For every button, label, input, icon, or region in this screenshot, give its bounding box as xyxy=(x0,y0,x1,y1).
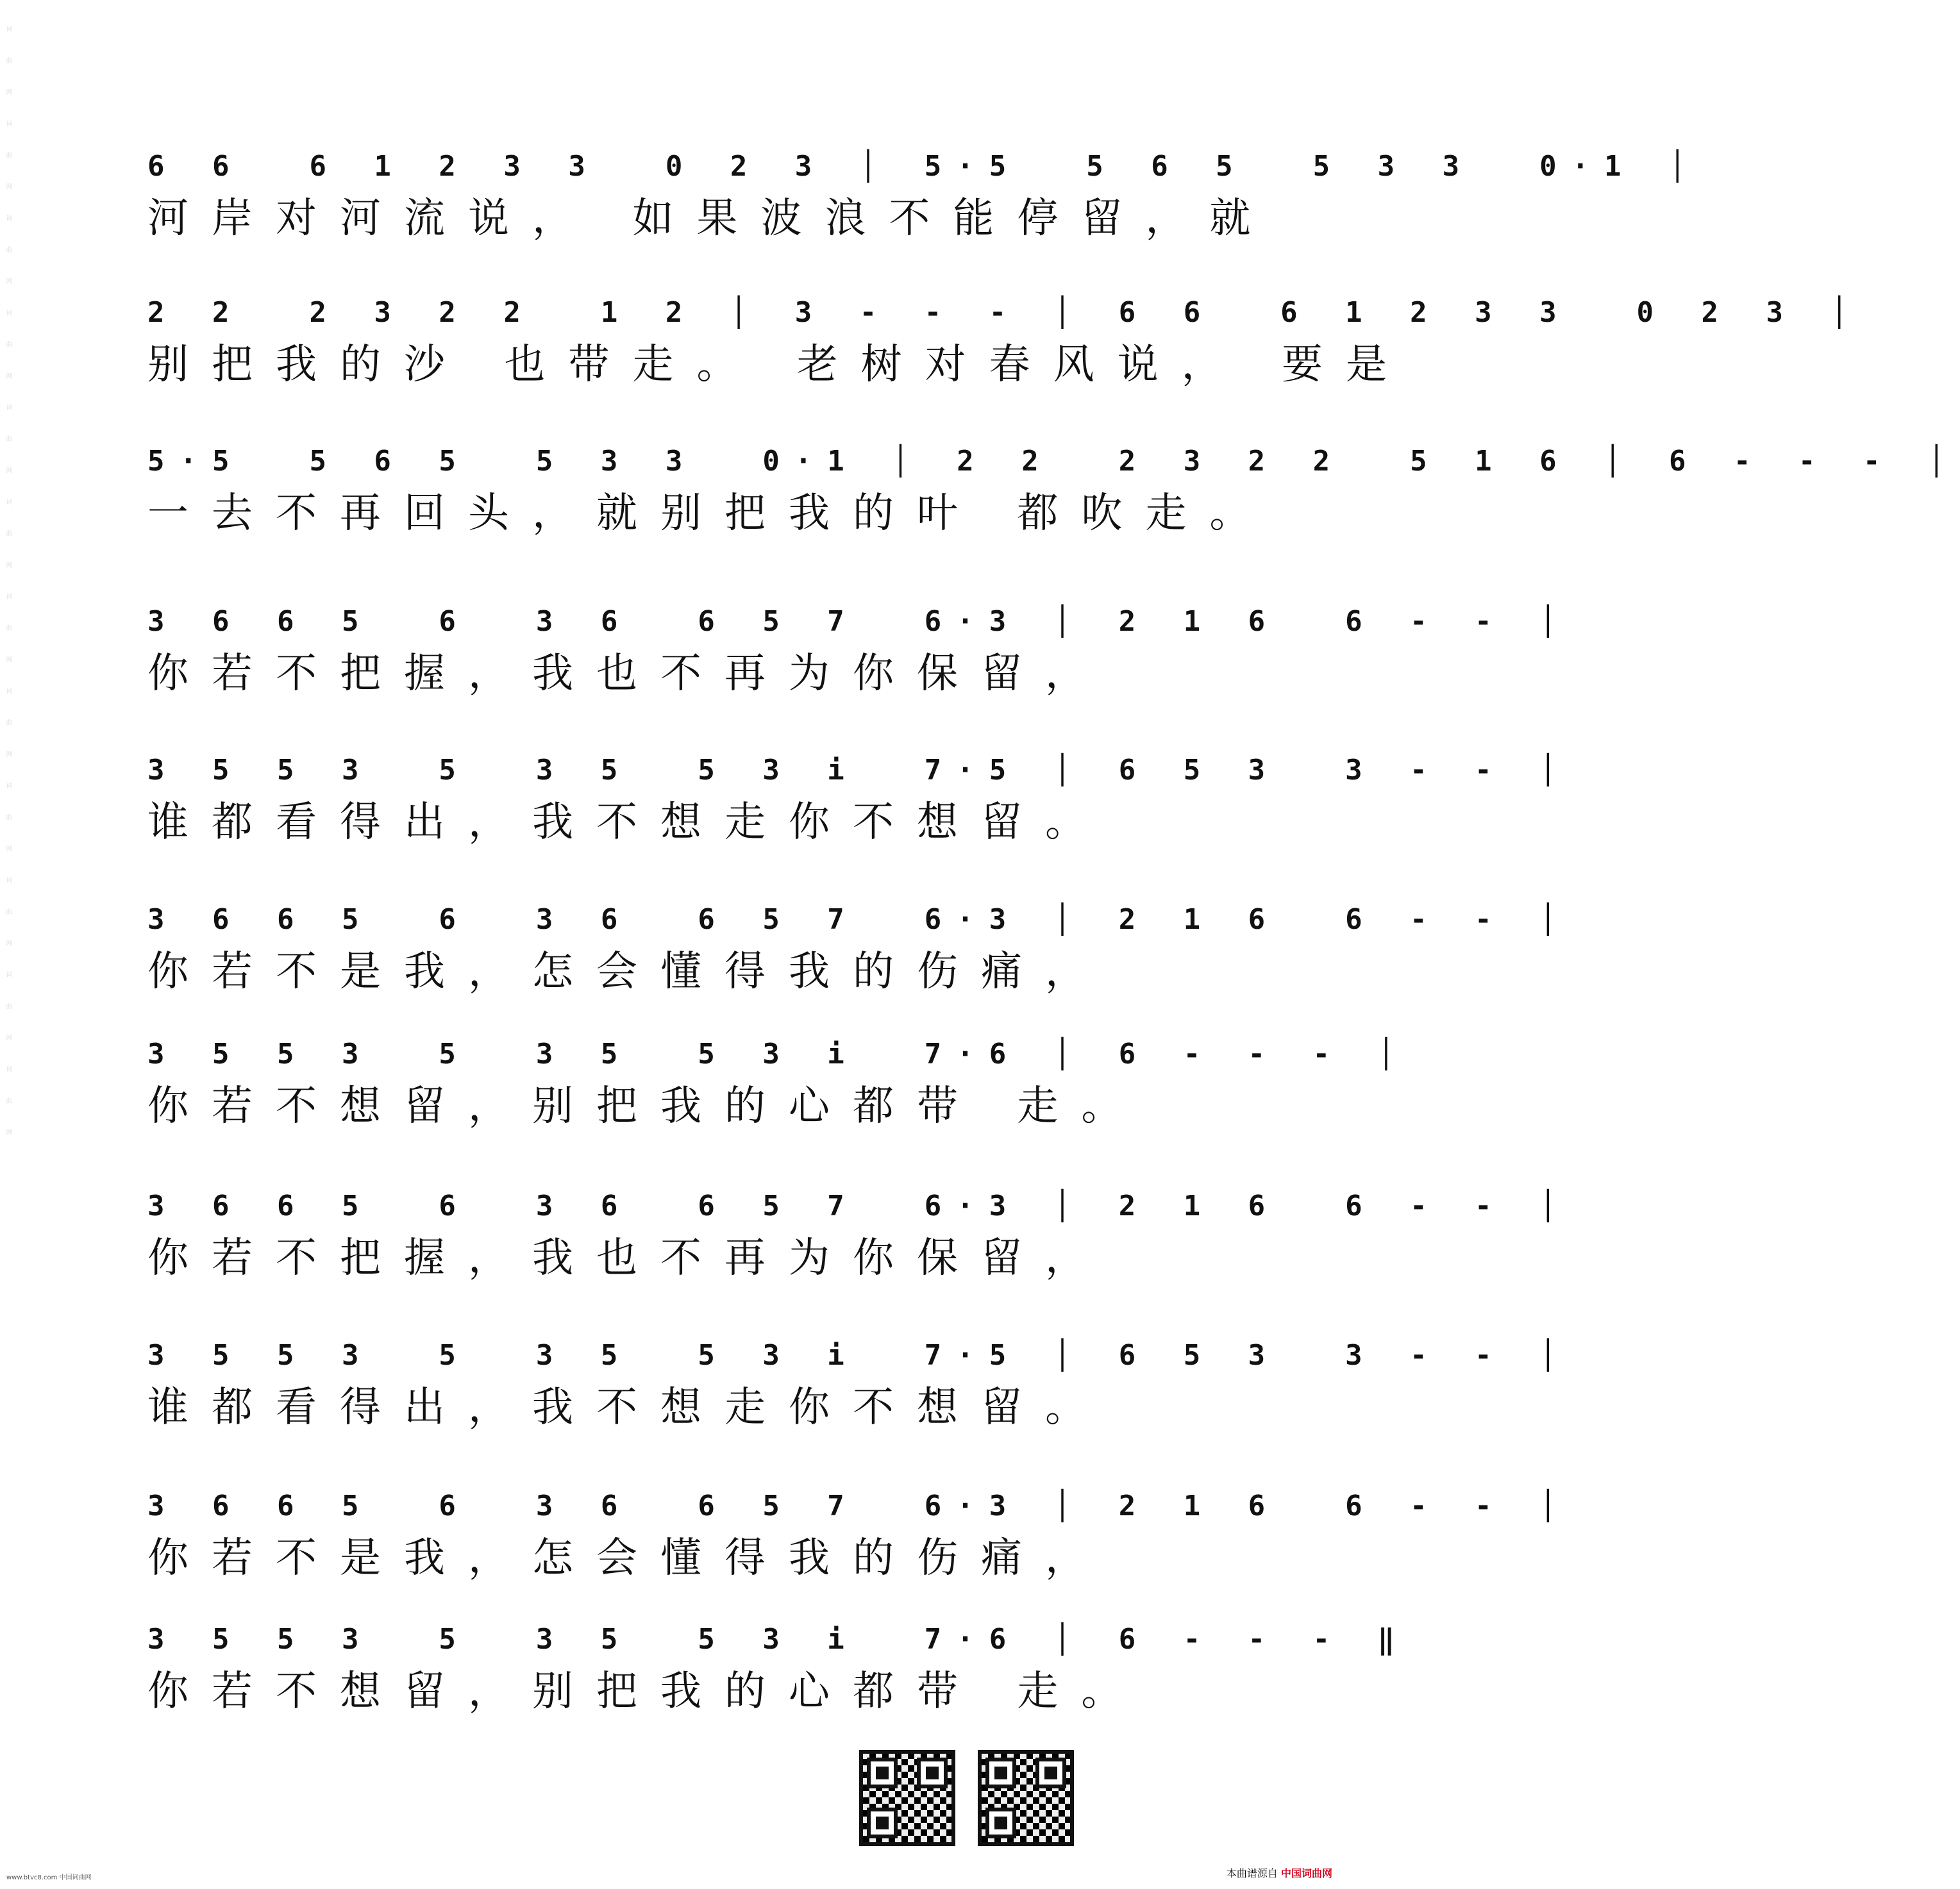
notation-row xyxy=(147,1187,1572,1226)
qr-finder xyxy=(985,1758,1016,1788)
qr-finder xyxy=(867,1758,898,1788)
score-line-3 xyxy=(147,442,1960,542)
notation-row xyxy=(147,1035,1411,1074)
score-line-2 xyxy=(147,294,1863,394)
notation-text: 3 6 6 5 6 3 6 6 5 7 6·3 │ 2 1 6 6 - - │ xyxy=(147,1190,1572,1222)
score-line-5 xyxy=(147,751,1572,851)
lyrics-row: 你若不想留，别把我的心都带 走。 xyxy=(147,1668,1146,1715)
score-line-8 xyxy=(147,1187,1572,1287)
lyrics-row: 你若不把握，我也不再为你保留， xyxy=(147,1235,1109,1282)
score-line-7 xyxy=(147,1035,1411,1135)
score-line-11 xyxy=(147,1620,1411,1720)
footer-site-url: www.btvc8.com 中国词曲网 xyxy=(6,1874,92,1881)
qr-finder xyxy=(1035,1758,1066,1788)
notation-text: 3 6 6 5 6 3 6 6 5 7 6·3 │ 2 1 6 6 - - │ xyxy=(147,605,1572,638)
score-line-1 xyxy=(147,147,1702,247)
score-line-4 xyxy=(147,603,1572,703)
notation-row xyxy=(147,1336,1572,1375)
score-line-9 xyxy=(147,1336,1572,1436)
notation-row xyxy=(147,1487,1572,1526)
footer-source xyxy=(1227,1865,1332,1880)
notation-row xyxy=(147,751,1572,790)
qr-finder xyxy=(917,1758,948,1788)
qr-code-left xyxy=(859,1750,955,1846)
notation-text: 6 6 6 1 2 3 3 0 2 3 │ 5·5 5 6 5 5 3 3 0·1 │ xyxy=(147,150,1702,183)
notation-text: 2 2 2 3 2 2 1 2 │ 3 - - - │ 6 6 6 1 2 3 3 0 2 3 │ xyxy=(147,296,1863,329)
score-line-6 xyxy=(147,901,1572,1001)
notation-text: 3 6 6 5 6 3 6 6 5 7 6·3 │ 2 1 6 6 - - │ xyxy=(147,903,1572,936)
notation-row xyxy=(147,603,1572,641)
lyrics-row: 谁都看得出，我不想走你不想留。 xyxy=(147,1384,1109,1431)
notation-text: 3 5 5 3 5 3 5 5 3 i 7·6 │ 6 - - - ‖ xyxy=(147,1623,1411,1656)
footer-source-prefix: 本曲谱源自 xyxy=(1226,1867,1278,1879)
lyrics-row: 别把我的沙 也带走。 老树对春风说， 要是 xyxy=(147,341,1411,388)
notation-row xyxy=(147,147,1702,186)
notation-text: 5·5 5 6 5 5 3 3 0·1 │ 2 2 2 3 2 2 5 1 6 │ 6 - - - │ xyxy=(147,445,1960,478)
notation-row xyxy=(147,1620,1411,1659)
lyrics-row: 河岸对河流说， 如果波浪不能停留，就 xyxy=(147,195,1274,242)
qr-finder xyxy=(985,1808,1016,1838)
notation-row xyxy=(147,442,1960,481)
notation-row xyxy=(147,294,1863,332)
side-watermark: 词 曲 网 词 曲 网 词 曲 网 词 曲 网 词 曲 网 词 曲 网 词 曲 网 词 曲 网 词 曲 网 词 曲 网 词 曲 网 词 曲 网 xyxy=(4,26,12,1147)
qr-finder xyxy=(867,1808,898,1838)
qr-code-right xyxy=(978,1750,1074,1846)
notation-text: 3 5 5 3 5 3 5 5 3 i 7·5 │ 6 5 3 3 - - │ xyxy=(147,754,1572,786)
lyrics-row: 你若不是我，怎会懂得我的伤痛， xyxy=(147,948,1109,995)
lyrics-row: 你若不是我，怎会懂得我的伤痛， xyxy=(147,1535,1109,1582)
lyrics-row: 你若不想留，别把我的心都带 走。 xyxy=(147,1083,1146,1130)
lyrics-row: 你若不把握，我也不再为你保留， xyxy=(147,650,1109,697)
score-line-10 xyxy=(147,1487,1572,1587)
footer-brand: 中国词曲网 xyxy=(1280,1867,1332,1879)
notation-text: 3 6 6 5 6 3 6 6 5 7 6·3 │ 2 1 6 6 - - │ xyxy=(147,1490,1572,1522)
notation-row xyxy=(147,901,1572,939)
lyrics-row: 一去不再回头，就别把我的叶 都吹走。 xyxy=(147,490,1274,537)
notation-text: 3 5 5 3 5 3 5 5 3 i 7·6 │ 6 - - - │ xyxy=(147,1038,1411,1070)
lyrics-row: 谁都看得出，我不想走你不想留。 xyxy=(147,799,1109,846)
notation-text: 3 5 5 3 5 3 5 5 3 i 7·5 │ 6 5 3 3 - - │ xyxy=(147,1339,1572,1372)
